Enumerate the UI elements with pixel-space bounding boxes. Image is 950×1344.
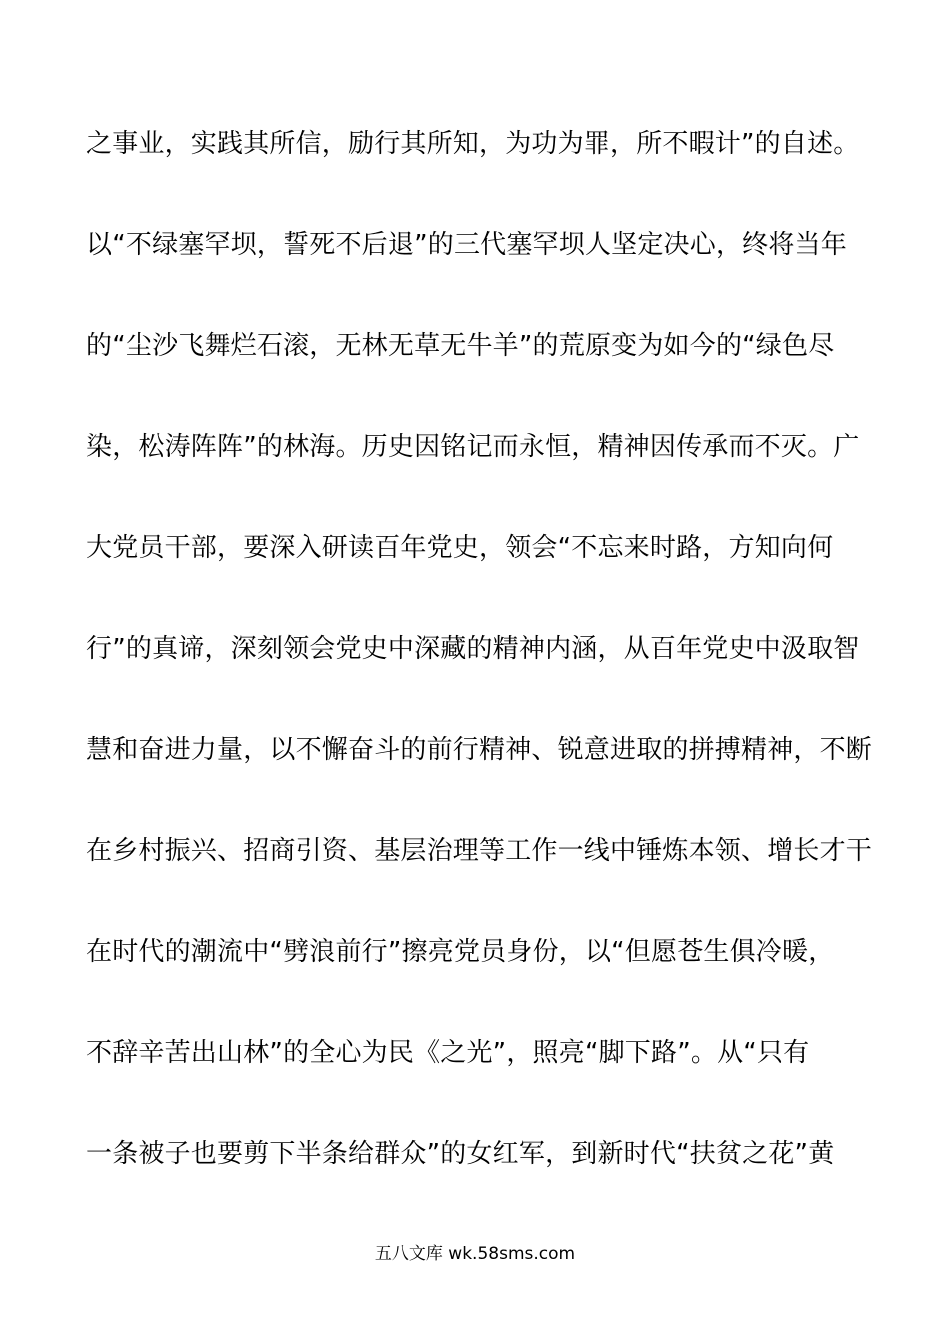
text-line-6: 行”的真谛，深刻领会党史中深藏的精神内涵，从百年党史中汲取智 (86, 634, 860, 664)
text-line-7: 慧和奋进力量，以不懈奋斗的前行精神、锐意进取的拼搏精神，不断 (86, 735, 873, 765)
text-line-1: 之事业，实践其所信，励行其所知，为功为罪，所不暇计”的自述。 (86, 129, 860, 159)
text-line-9: 在时代的潮流中“劈浪前行”擦亮党员身份，以“但愿苍生俱冷暖， (86, 937, 835, 967)
text-line-5: 大党员干部，要深入研读百年党史，领会“不忘来时路，方知向何 (86, 533, 834, 563)
page-footer: 五八文库 wk.58sms.com (374, 1244, 576, 1264)
body-text (86, 118, 876, 1229)
text-line-4: 染，松涛阵阵”的林海。历史因铭记而永恒，精神因传承而不灭。广 (86, 432, 860, 462)
text-line-11: 一条被子也要剪下半条给群众”的女红军，到新时代“扶贫之花”黄 (86, 1139, 835, 1169)
text-line-8: 在乡村振兴、招商引资、基层治理等工作一线中锤炼本领、增长才干 (86, 836, 873, 866)
text-line-2: 以“不绿塞罕坝，誓死不后退”的三代塞罕坝人坚定决心，终将当年 (86, 230, 847, 260)
text-line-10: 不辞辛苦出山林”的全心为民《之光”，照亮“脚下路”。从“只有 (86, 1038, 810, 1068)
text-line-3: 的“尘沙飞舞烂石滚，无林无草无牛羊”的荒原变为如今的“绿色尽 (86, 331, 835, 361)
